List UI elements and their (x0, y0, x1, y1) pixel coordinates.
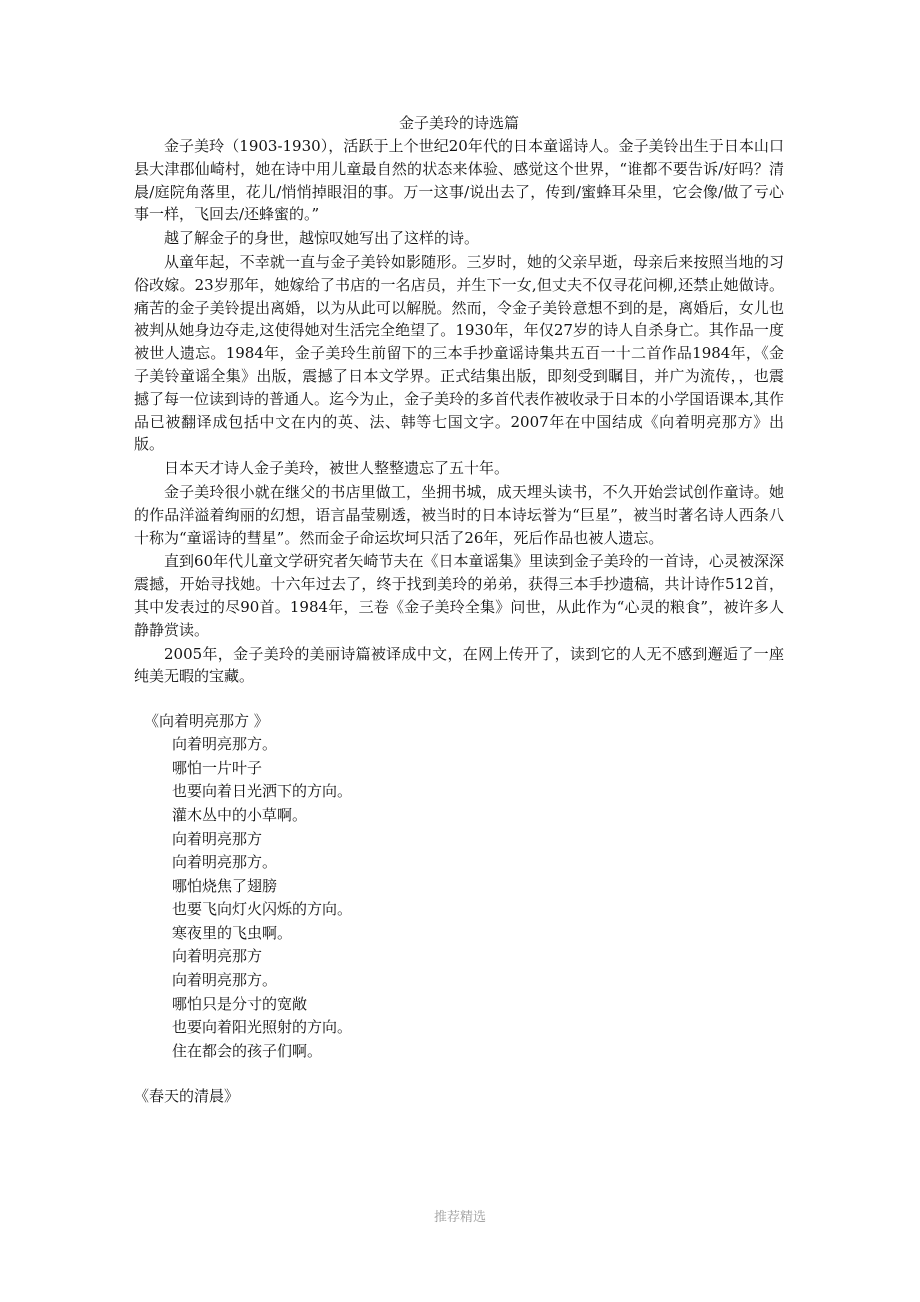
poem-line: 灌木丛中的小草啊。 (172, 805, 308, 824)
poem-title: 《向着明亮那方 》 (144, 712, 269, 731)
poem-line: 住在都会的孩子们啊。 (172, 1041, 323, 1060)
poem-title-second: 《春天的清晨》 (134, 1087, 240, 1106)
poem-line: 哪怕烧焦了翅膀 (172, 876, 278, 895)
poem-line: 向着明亮那方。 (172, 735, 278, 754)
section-gap (134, 688, 784, 710)
poem-line: 哪怕一片叶子 (172, 758, 263, 777)
paragraph-translation: 2005年，金子美玲的美丽诗篇被译成中文，在网上传开了，读到它的人无不感到邂逅了一座纯美无暇的宝藏。 (134, 644, 784, 686)
poem-line: 向着明亮那方 (172, 947, 263, 966)
paragraph-rediscovery: 直到60年代儿童文学研究者矢崎节夫在《日本童谣集》里读到金子美玲的一首诗，心灵被深深震撼，开始寻找她。十六年过去了，终于找到美玲的弟弟，获得三本手抄遗稿，共计诗作512首，其中发表过的尽90首。1984年，三卷《金子美玲全集》问世，从此作为“心灵的粮食”，被许多人静静赏读。 (134, 552, 784, 639)
section-gap (134, 1063, 784, 1085)
poem-line: 向着明亮那方。 (172, 971, 278, 990)
paragraph-biography: 从童年起，不幸就一直与金子美铃如影随形。三岁时，她的父亲早逝，母亲后来按照当地的习俗改嫁。23岁那年，她嫁给了书店的一名店员，并生下一女,但丈夫不仅寻花问柳,还禁止她做诗。痛苦的金子美铃提出离婚，以为从此可以解脱。然而，令金子美铃意想不到的是，离婚后，女儿也被判从她身边夺走,这使得她对生活完全绝望了。1930年，年仅27岁的诗人自杀身亡。其作品一度被世人遗忘。1984年，金子美玲生前留下的三本手抄童谣诗集共五百一十二首作品1984年，《金子美铃童谣全集》出版，震撼了日本文学界。正式结集出版，即刻受到瞩目，并广为流传，，也震撼了每一位读到诗的普通人。迄今为止，金子美玲的多首代表作被收录于日本的小学国语课本,其作品已被翻译成包括中文在内的英、法、韩等七国文字。2007年在中国结成《向着明亮那方》出版。 (134, 252, 784, 454)
paragraph-early-life: 金子美玲很小就在继父的书店里做工，坐拥书城，成天埋头读书，不久开始尝试创作童诗。她的作品洋溢着绚丽的幻想，语言晶莹剔透，被当时的日本诗坛誉为“巨星”，被当时著名诗人西条八十称为“童谣诗的彗星”。然而金子命运坎坷只活了26年，死后作品也被人遗忘。 (134, 482, 784, 547)
poem-line: 寒夜里的飞虫啊。 (172, 923, 293, 942)
poem-line: 也要向着日光洒下的方向。 (172, 782, 353, 801)
poem-line: 向着明亮那方。 (172, 853, 278, 872)
poem-line: 也要飞向灯火闪烁的方向。 (172, 900, 353, 919)
document-title: 金子美玲的诗选篇 (398, 114, 519, 132)
page-footer: 推荐精选 (433, 1210, 486, 1225)
poem-line: 也要向着阳光照射的方向。 (172, 1018, 353, 1037)
paragraph-intro: 金子美玲（1903-1930），活跃于上个世纪20年代的日本童谣诗人。金子美铃出生于日本山口县大津郡仙崎村，她在诗中用儿童最自然的状态来体验、感觉这个世界，“谁都不要告诉/好吗？清晨/庭院角落里，花儿/悄悄掉眼泪的事。万一这事/说出去了，传到/蜜蜂耳朵里，它会像/做了亏心事一样，飞回去/还蜂蜜的。” (134, 137, 784, 224)
paragraph-forgotten: 日本天才诗人金子美玲，被世人整整遗忘了五十年。 (164, 459, 510, 478)
document-body (134, 112, 784, 1108)
paragraph-background: 越了解金子的身世，越惊叹她写出了这样的诗。 (164, 229, 480, 248)
poem-line: 向着明亮那方 (172, 829, 263, 848)
poem-line: 哪怕只是分寸的宽敞 (172, 994, 308, 1013)
